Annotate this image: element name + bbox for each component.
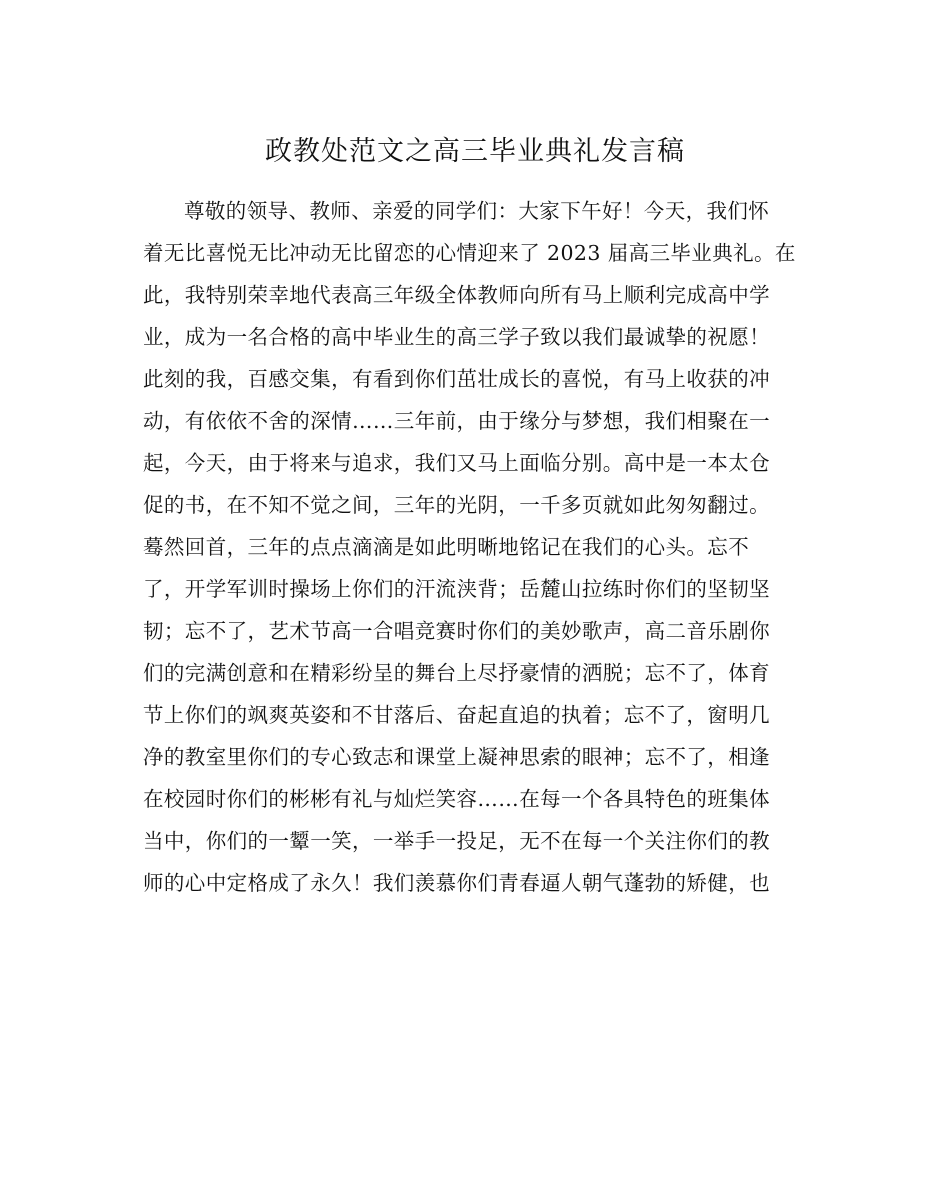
body-line: 动，有依依不舍的深情……三年前，由于缘分与梦想，我们相聚在一 [143, 409, 770, 433]
body-line: 尊敬的领导、教师、亲爱的同学们：大家下午好！今天，我们怀 [184, 199, 770, 223]
body-line: 在校园时你们的彬彬有礼与灿烂笑容……在每一个各具特色的班集体 [143, 787, 770, 811]
body-line: 节上你们的飒爽英姿和不甘落后、奋起直追的执着；忘不了，窗明几 [143, 703, 770, 727]
body-line: 当中，你们的一颦一笑，一举手一投足，无不在每一个关注你们的教 [143, 829, 770, 853]
body-line: 净的教室里你们的专心致志和课堂上凝神思索的眼神；忘不了，相逢 [143, 745, 770, 769]
document-body [143, 190, 808, 904]
body-line: 蓦然回首，三年的点点滴滴是如此明晰地铭记在我们的心头。忘不 [143, 535, 750, 559]
body-line: 韧；忘不了，艺术节高一合唱竞赛时你们的美妙歌声，高二音乐剧你 [143, 619, 770, 643]
body-line: 此刻的我，百感交集，有看到你们茁壮成长的喜悦，有马上收获的冲 [143, 367, 770, 391]
body-line: 此，我特别荣幸地代表高三年级全体教师向所有马上顺利完成高中学 [143, 283, 770, 307]
body-line: 们的完满创意和在精彩纷呈的舞台上尽抒豪情的洒脱；忘不了，体育 [143, 661, 770, 685]
body-line: 业，成为一名合格的高中毕业生的高三学子致以我们最诚挚的祝愿！ [143, 325, 770, 349]
body-line: 促的书，在不知不觉之间，三年的光阴，一千多页就如此匆匆翻过。 [143, 493, 770, 517]
body-line: 了，开学军训时操场上你们的汗流浃背；岳麓山拉练时你们的坚韧坚 [143, 577, 770, 601]
body-line: 师的心中定格成了永久！我们羡慕你们青春逼人朝气蓬勃的矫健，也 [143, 871, 770, 895]
body-line: 着无比喜悦无比冲动无比留恋的心情迎来了 2023 届高三毕业典礼。在 [143, 241, 796, 265]
document-title: 政教处范文之高三毕业典礼发言稿 [265, 136, 685, 167]
body-line: 起，今天，由于将来与追求，我们又马上面临分别。高中是一本太仓 [143, 451, 770, 475]
